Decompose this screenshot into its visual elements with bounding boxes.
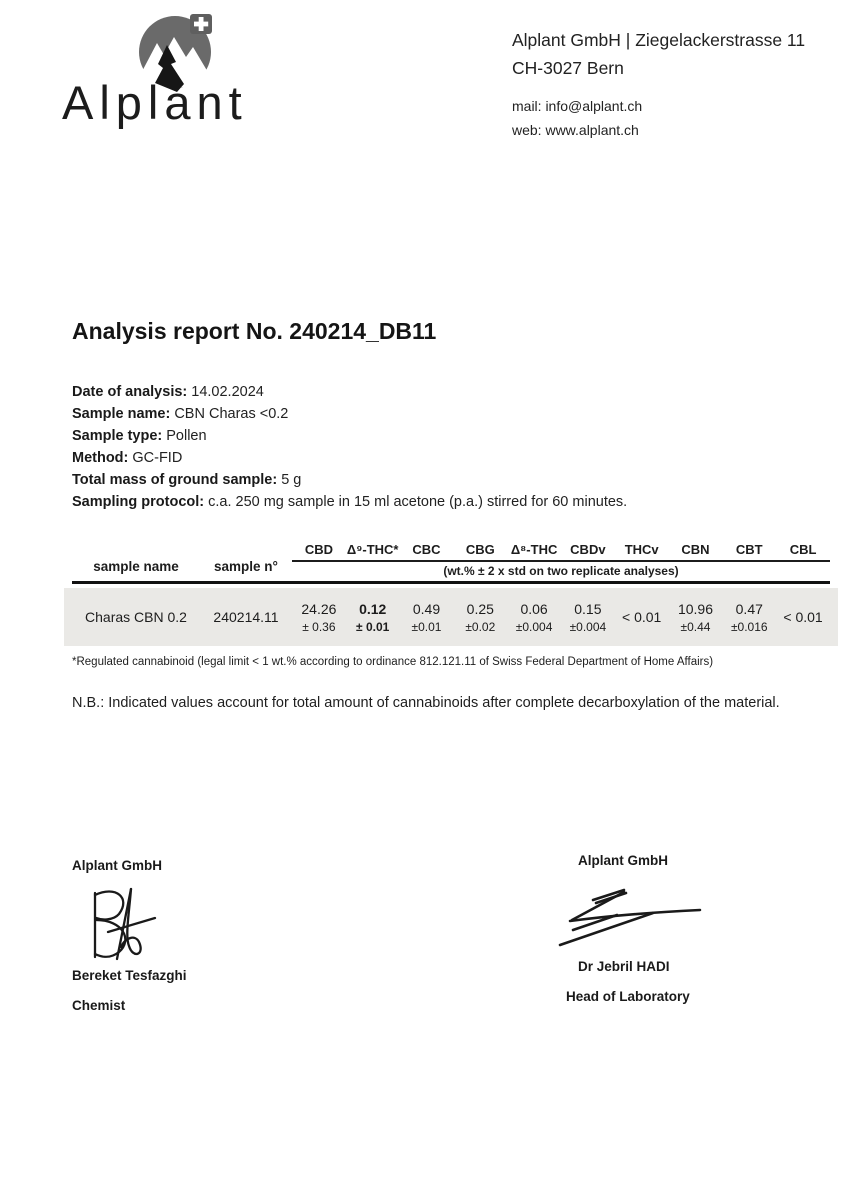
- std: ±0.01: [411, 619, 442, 634]
- analyte-values-group: [292, 588, 830, 646]
- right-signature-role: Head of Laboratory: [566, 989, 690, 1004]
- value: 0.25: [466, 600, 494, 617]
- detail-total-mass: [72, 469, 627, 491]
- std: ± 0.36: [302, 619, 336, 634]
- cell-cbt: [722, 588, 776, 646]
- detail-sampling-protocol: [72, 491, 627, 513]
- report-details: [72, 381, 627, 513]
- company-address-block: [512, 26, 805, 142]
- analyte-names-row: [292, 537, 830, 562]
- left-signature-name: Bereket Tesfazghi: [72, 968, 187, 983]
- value: 0.12: [359, 600, 387, 617]
- std: ± 0.01: [356, 619, 390, 634]
- cell-d8thc: [507, 588, 561, 646]
- cell-cbg: [453, 588, 507, 646]
- address-line2: CH-3027 Bern: [512, 58, 624, 78]
- detail-value: 5 g: [281, 472, 302, 488]
- regulated-footnote: *Regulated cannabinoid (legal limit < 1 wt.% according to ordinance 812.121.11 of Swiss Federal Department of Home Affairs): [72, 656, 714, 668]
- detail-label: Sampling protocol:: [72, 494, 205, 510]
- cell-cbc: [400, 588, 454, 646]
- detail-method: [72, 447, 627, 469]
- col-header-cbc: CBC: [412, 542, 441, 557]
- std: ±0.02: [465, 619, 496, 634]
- value: 24.26: [301, 600, 337, 617]
- mail-line: mail: info@alplant.ch: [512, 98, 643, 114]
- col-header-cbdv: CBDv: [570, 542, 606, 557]
- analyte-header-group: [292, 537, 830, 581]
- col-header-d9thc: Δ⁹-THC*: [346, 542, 399, 557]
- left-signature-icon: [86, 884, 168, 971]
- std: ±0.016: [730, 619, 768, 634]
- right-signature-name: Dr Jebril HADI: [578, 959, 670, 974]
- table-row: [72, 588, 830, 646]
- detail-label: Sample type:: [72, 428, 163, 444]
- value: 0.49: [412, 600, 441, 617]
- value: 10.96: [677, 600, 713, 617]
- units-note: (wt.% ± 2 x std on two replicate analyses): [443, 564, 679, 578]
- right-signature-company: Alplant GmbH: [578, 853, 668, 868]
- value: < 0.01: [622, 609, 662, 625]
- cell-sample-no: 240214.11: [213, 609, 279, 625]
- cell-cbl: [776, 588, 830, 646]
- detail-value: 14.02.2024: [191, 384, 264, 400]
- nb-note: N.B.: Indicated values account for total amount of cannabinoids after complete decarboxylation of the material.: [72, 695, 780, 711]
- detail-value: GC-FID: [132, 450, 183, 466]
- col-header-thcv: THCv: [624, 542, 659, 557]
- std: ±0.004: [515, 619, 553, 634]
- col-header-sample-no: sample n°: [214, 559, 278, 574]
- detail-label: Sample name:: [72, 406, 171, 422]
- detail-label: Date of analysis:: [72, 384, 188, 400]
- value: < 0.01: [783, 609, 823, 625]
- web-line: web: www.alplant.ch: [512, 122, 639, 138]
- detail-value: c.a. 250 mg sample in 15 ml acetone (p.a.) stirred for 60 minutes.: [208, 494, 628, 510]
- results-table-header: [72, 537, 830, 584]
- detail-label: Total mass of ground sample:: [72, 472, 278, 488]
- col-header-d8thc: Δ⁸-THC: [510, 542, 558, 557]
- brand-name: Alplant: [62, 76, 248, 129]
- address-line1: Alplant GmbH | Ziegelackerstrasse 11: [512, 30, 806, 50]
- col-header-cbt: CBT: [735, 542, 763, 557]
- detail-sample-type: [72, 425, 627, 447]
- table-row-band: [64, 588, 838, 646]
- col-header-cbg: CBG: [465, 542, 495, 557]
- cell-sample-name: Charas CBN 0.2: [85, 609, 187, 625]
- cell-cbn: [669, 588, 723, 646]
- detail-value: Pollen: [166, 428, 207, 444]
- std: ±0.004: [569, 619, 607, 634]
- value: 0.47: [735, 600, 763, 617]
- cell-cbd: [292, 588, 346, 646]
- detail-label: Method:: [72, 450, 129, 466]
- col-header-cbd: CBD: [304, 542, 333, 557]
- results-table: [72, 537, 830, 646]
- detail-date: [72, 381, 627, 403]
- left-signature-company: Alplant GmbH: [72, 858, 162, 873]
- col-header-cbn: CBN: [681, 542, 710, 557]
- detail-value: CBN Charas <0.2: [174, 406, 289, 422]
- value: 0.15: [574, 600, 602, 617]
- left-signature-role: Chemist: [72, 998, 126, 1013]
- std: ±0.44: [680, 619, 711, 634]
- cell-thcv: [615, 588, 669, 646]
- cell-d9thc: [346, 588, 400, 646]
- col-header-cbl: CBL: [789, 542, 817, 557]
- value: 0.06: [520, 600, 548, 617]
- cell-cbdv: [561, 588, 615, 646]
- report-title: Analysis report No. 240214_DB11: [72, 318, 437, 344]
- right-signature-icon: [548, 876, 708, 961]
- col-header-sample-name: sample name: [93, 559, 179, 574]
- detail-sample-name: [72, 403, 627, 425]
